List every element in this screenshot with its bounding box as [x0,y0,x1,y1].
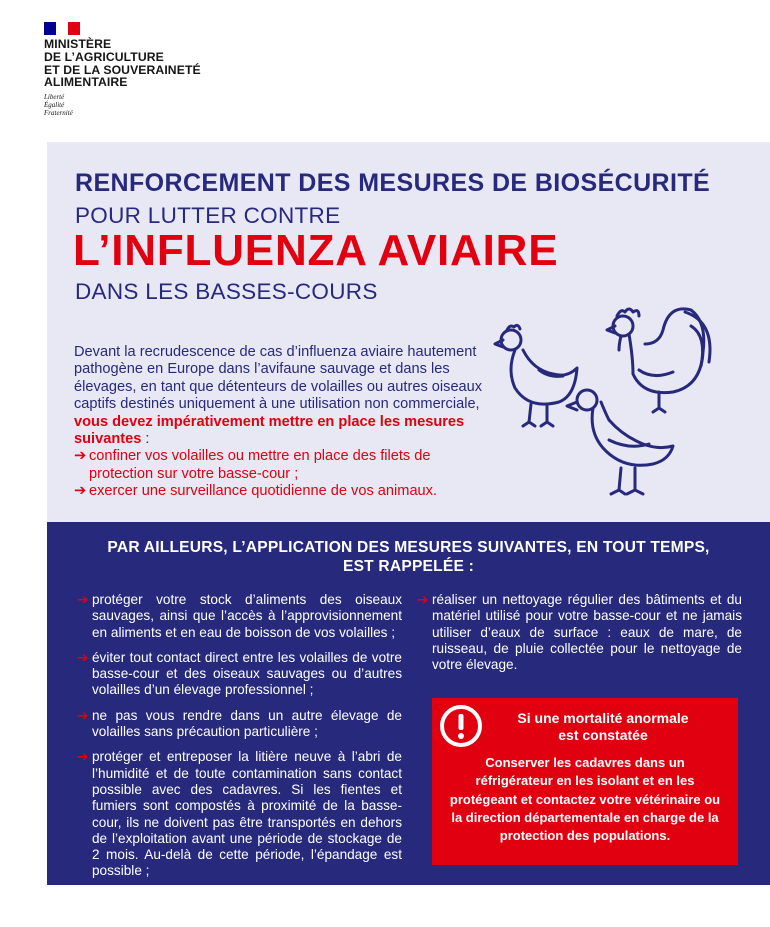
ministry-name-line: MINISTÈRE [44,37,112,51]
duck-icon [567,390,673,494]
arrow-right-icon: ➔ [77,592,89,607]
alert-title [488,710,718,744]
arrow-right-icon: ➔ [417,592,429,607]
title-line-1: RENFORCEMENT DES MESURES DE BIOSÉCURITÉ [75,169,711,197]
list-item-text: éviter tout contact direct entre les volailles de votre basse-cour et des oiseaux sauvages ou d’autres volailles d’un élevage professionnel ; [92,649,402,698]
arrow-right-icon: ➔ [74,448,87,465]
measures-left-column [77,592,402,889]
arrow-right-icon: ➔ [77,749,89,765]
intro-bullet [74,483,484,500]
intro-paragraph [74,344,484,448]
measures-title-line: PAR AILLEURS, L’APPLICATION DES MESURES SUIVANTES, EN TOUT TEMPS, [107,539,710,556]
intro-emphasis: vous devez impérativement mettre en place les mesures suivantes [74,413,465,448]
measures-panel [47,522,770,885]
main-title: L’INFLUENZA AVIAIRE [73,226,559,275]
list-item [77,592,402,641]
ministry-logo [44,22,244,117]
arrow-right-icon: ➔ [77,649,89,665]
motto-line: Égalité [44,101,65,110]
intro-bullet [74,448,484,483]
exclamation-circle-icon [439,704,483,748]
list-item-text: ne pas vous rendre dans un autre élevage de volailles sans précaution particulière ; [92,707,402,740]
ministry-name-line: DE L’AGRICULTURE [44,49,164,64]
list-item [77,749,402,879]
arrow-right-icon: ➔ [74,483,87,500]
alert-title-line: Si une mortalité anormale [517,710,689,726]
republic-motto [44,93,244,117]
intro-bullet-text: confiner vos volailles ou mettre en place des filets de protection sur votre basse-cour ; [89,448,431,482]
ministry-name-line: ET DE LA SOUVERAINETÉ [44,62,201,77]
list-item [417,592,742,673]
poultry-illustration [489,300,745,500]
title-line-4: DANS LES BASSES-COURS [75,279,378,304]
arrow-right-icon: ➔ [77,707,89,723]
list-item [77,650,402,699]
intro-panel [47,142,770,522]
mortality-alert-box [432,698,738,865]
title-line-2: POUR LUTTER CONTRE [75,203,341,228]
measures-title-line: EST RAPPELÉE : [342,557,475,575]
ministry-name-line: ALIMENTAIRE [44,75,128,90]
motto-line: Fraternité [44,109,73,118]
french-flag-icon [44,22,80,35]
alert-title-line: est constatée [558,727,648,743]
motto-line: Liberté [44,93,65,102]
intro-bullet-text: exercer une surveillance quotidienne de vos animaux. [89,483,438,500]
measures-title [47,539,770,576]
rooster-icon [607,309,710,412]
list-item-text: protéger votre stock d’aliments des oiseaux sauvages, ainsi que l’accès à l’approvisionnement en aliments et en eau de boisson de vos volailles ; [92,592,402,640]
list-item-text: réaliser un nettoyage régulier des bâtiments et du matériel utilisé pour votre basse-cour et ne jamais utiliser d’eaux de surface : eaux de mare, de ruisseau, de pluie collectée pour le nettoyage de votre élevage. [432,592,742,673]
measures-right-column [417,592,742,682]
list-item [77,708,402,741]
hen-icon [495,325,577,426]
intro-text-end: : [141,431,150,448]
list-item-text: protéger et entreposer la litière neuve à l’abri de l’humidité et de toute contamination sans contact possible avec des cadavres. Si les fientes et fumiers sont compostés à proximité de la basse-cour, ils ne doivent pas être transportés en dehors de l’exploitation avant une période de stockage de 2 mois. Au-delà de cette période, l’épandage est possible ; [92,749,402,879]
alert-body: Conserver les cadavres dans un réfrigérateur en les isolant et en les protégeant et contactez votre vétérinaire ou la direction départementale en charge de la protection des populations. [449,755,721,844]
intro-text [74,344,484,501]
intro-text-start: Devant la recrudescence de cas d’influenza aviaire hautement pathogène en Europe dans l’avifaune sauvage et dans les élevages, en tant que détenteurs de volailles ou autres oiseaux captifs destinés uniquement à une utilisation non commerciale, [74,344,483,413]
